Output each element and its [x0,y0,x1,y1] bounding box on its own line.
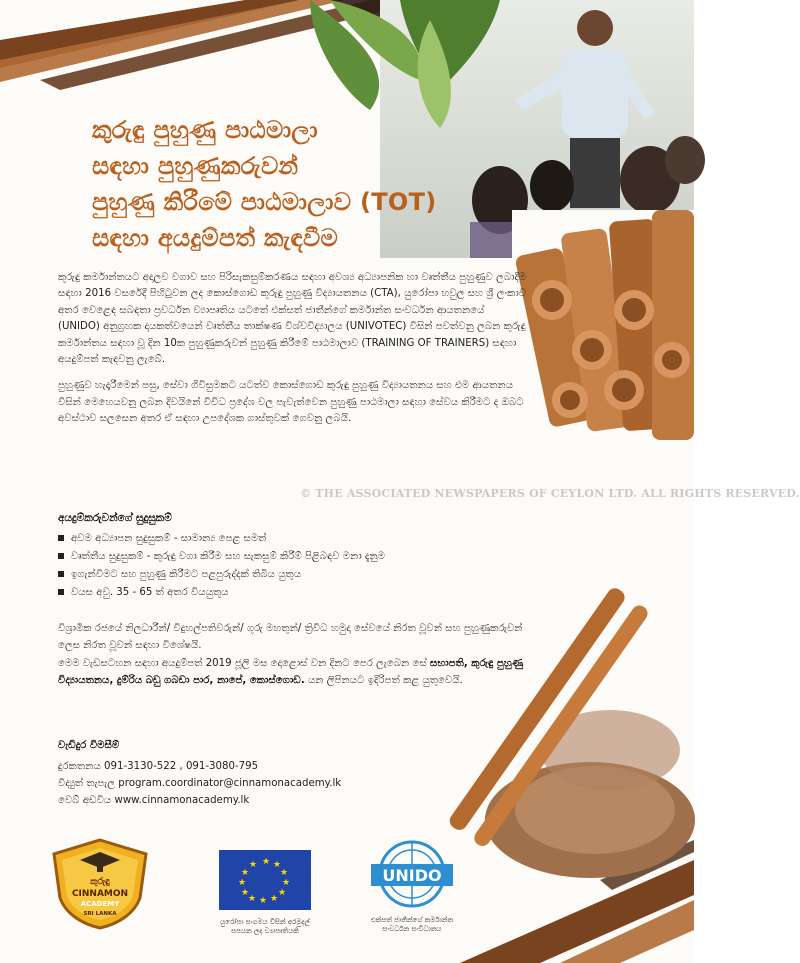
bullet-icon [58,553,64,559]
cinnamon-sticks-photo [512,210,694,460]
bullet-icon [58,535,64,541]
apply-address: සභාපති, කුරුඳු පුහුණු විද්‍යායතනය, දුම්රිය බඩු ගබඩා පාර, නාපේ, කොස්ගොඩ. [58,658,524,686]
copyright-watermark: © THE ASSOCIATED NEWSPAPERS OF CEYLON LTD. ALL RIGHTS RESERVED. [300,487,800,500]
intro-paragraph-2: පුහුණුව හැදෑරීමෙන් පසු, සේවා ගිවිසුමකට යටත්ව කොස්ගොඩ කුරුඳු පුහුණු විද්‍යායතනය සහ එම ආයතනය විසින් මෙහෙයවනු ලබන දිවයිනේ විවිධ ප්‍රදේශ වල පැවැත්වෙන පුහුණු පාඨමාලා සඳහා සේවය කිරීමට ද ඔබට අවස්ථාව සලසෙන අතර ඒ සඳහා උපදේශක ගාස්තුවක් ගෙවනු ලබයි. [58,380,524,425]
apply-text-after: යන ලිපිනයට ඉදිරිපත් කළ යුතුවෙයි. [304,675,463,686]
svg-text:★: ★ [241,888,250,898]
contact-section [58,737,341,809]
page-title [92,112,512,256]
svg-text:★: ★ [282,878,291,888]
svg-text:CINNAMON: CINNAMON [71,889,129,899]
application-instructions [58,655,528,689]
requirements-heading: අයදුම්කරුවන්ගේ සුදුසුකම් [58,512,172,524]
eu-flag-icon [219,850,311,910]
list-item: වෘත්තීය සුදුසුකම් - කුරුඳු වගා කිරීම සහ සැකසුම් කිරීම් පිළිබඳව මනා දැනුම [58,548,528,566]
special-note: විශ්‍රාමික රජයේ නිලධාරීන්/ විදුහල්පතිවරුන්/ ගුරු මහතුන්/ ත්‍රිවිධ හමුදා සේවයේ නිරත වූවන් සහ පුහුණුකරුවන් ලෙස නිරත වූවන් සඳහා විශේෂයි. [58,623,523,651]
title-line-4: සඳහා අයදුම්පත් කැඳවීම [92,224,339,252]
eu-caption: යුරෝපා සංගමය විසින් අරමුදල් සපයන ලද ව්‍යාපෘතියකි [220,918,310,935]
svg-text:★: ★ [238,878,247,888]
un-emblem-icon [367,840,457,910]
title-line-2: සඳහා පුහුණුකරුවන් [92,152,299,180]
svg-text:SRI LANKA: SRI LANKA [83,911,117,917]
title-line-3: පුහුණු කිරීමේ පාඨමාලාව (TOT) [92,188,437,216]
contact-heading: වැඩිදුර විමසීම් [58,740,120,751]
intro-paragraph-1: කුරුඳු කර්මාන්තයට අදාලව වගාව සහ පිරිසැකසුම්කරණය සඳහා අවශ්‍ය අධ්‍යාපනික හා වෘත්තීය පුහුණුව ලබාදීම සඳහා 2016 වසරේදී පිහිටුවන ලද කොස්ගොඩ කුරුඳු පුහුණු විද්‍යායතනය (CTA), යුරෝපා හවුල සහ ශ්‍රී ලංකාව අතර වෙළෙඳ සබඳතා ප්‍රවර්ධන ව්‍යාපෘතිය යටතේ එක්සත් ජාතීන්ගේ කර්මාන්ත සංවර්ධන ආයතනයේ (UNIDO) අනුග්‍රහක දායකත්වයෙන් වෘත්තීය තාක්ෂණ විශ්වවිද්‍යාලය (UNIVOTEC) විසින් පවත්වනු ලබන කුරුඳු කර්මාන්තය සඳහා වූ දින 10ක පුහුණුකරුවන් පුහුණු කිරීමේ පාඨමාලාව (TRAINING OF TRAINERS) සඳහා අයදුම්පත් කැඳවනු ලැබේ. [58,272,527,366]
list-item: ඉගැන්වීමට සහ පුහුණු කිරීමට පළපුරුද්දක් තිබිය යුතුය [58,566,528,584]
svg-text:★: ★ [262,857,271,867]
svg-text:★: ★ [273,860,282,870]
svg-text:★: ★ [270,894,279,904]
svg-text:★: ★ [259,896,268,906]
requirements-list [58,530,528,602]
svg-text:★: ★ [278,888,287,898]
svg-text:★: ★ [280,868,289,878]
svg-text:★: ★ [248,894,257,904]
bullet-icon [58,571,64,577]
list-item: අවම අධ්‍යාපන සුදුසුකම් - සාමාන්‍ය පෙළ සමත් [58,530,528,548]
shield-icon [50,838,150,930]
svg-text:ACADEMY: ACADEMY [80,900,120,908]
contact-website: වෙබ් අඩවිය www.cinnamonacademy.lk [58,795,250,806]
unido-logo [362,840,462,934]
bullet-icon [58,589,64,595]
title-line-1: කුරුඳු පුහුණු පාඨමාලා [92,116,318,144]
svg-text:කුරුඳු: කුරුඳු [90,877,110,887]
contact-phone: දුරකතනය 091-3130-522 , 091-3080-795 [58,761,259,772]
apply-text-before: මෙම වැඩසටහන සඳහා අයදුම්පත් 2019 ජූලි මස දොළොස් වන දිනට පෙර ලැබෙන සේ [58,658,431,669]
list-item: වයස අවු. 35 - 65 ත් අතර වියයුතුය [58,584,528,602]
svg-text:★: ★ [241,868,250,878]
intro-body [58,270,528,438]
cinnamon-academy-logo [50,838,150,934]
svg-text:UNIDO: UNIDO [382,866,442,885]
unido-caption: එක්සත් ජාතීන්ගේ කර්මාන්ත සංවර්ධන සංවිධානය [370,916,454,933]
eu-logo [210,850,320,936]
svg-text:★: ★ [249,860,258,870]
contact-email: විද්‍යුත් තැපැල program.coordinator@cinnamonacademy.lk [58,778,342,789]
